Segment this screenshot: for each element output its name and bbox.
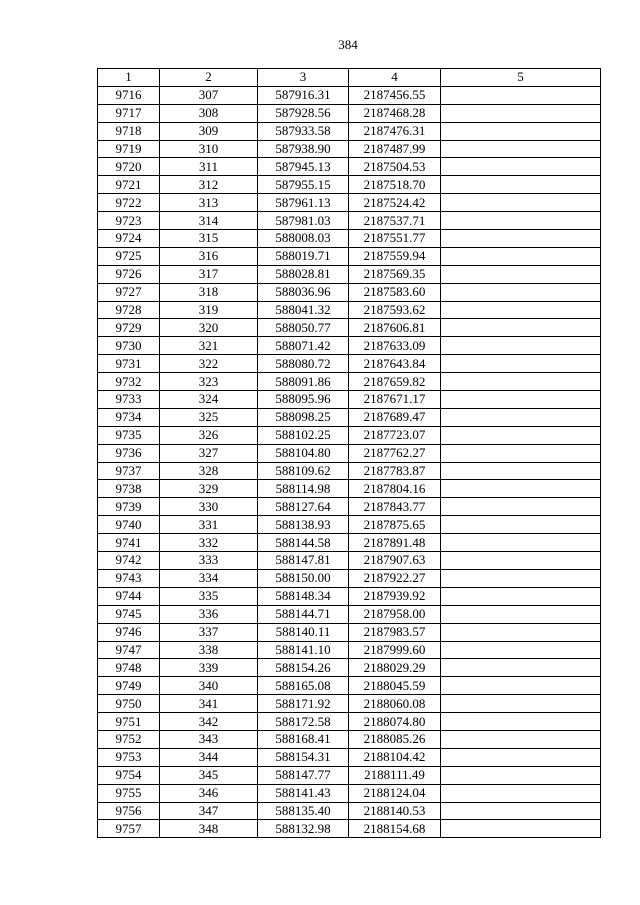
table-cell-col-4: 2187671.17	[349, 391, 441, 409]
table-cell-col-2: 316	[160, 247, 258, 265]
table-cell-col-4: 2188124.04	[349, 784, 441, 802]
table-cell-col-4: 2187569.35	[349, 265, 441, 283]
table-cell-col-5	[441, 695, 601, 713]
table-cell-col-5	[441, 247, 601, 265]
table-cell-col-1: 9740	[98, 516, 160, 534]
table-cell-col-4: 2187958.00	[349, 605, 441, 623]
table-cell-col-4: 2187468.28	[349, 104, 441, 122]
table-cell-col-4: 2187456.55	[349, 86, 441, 104]
table-cell-col-1: 9746	[98, 623, 160, 641]
table-row	[98, 534, 601, 552]
table-cell-col-1: 9753	[98, 748, 160, 766]
table-cell-col-2: 321	[160, 337, 258, 355]
table-cell-col-2: 326	[160, 426, 258, 444]
table-cell-col-4: 2187551.77	[349, 230, 441, 248]
table-cell-col-3: 588132.98	[258, 820, 349, 838]
table-cell-col-5	[441, 444, 601, 462]
column-header-3: 3	[258, 69, 349, 87]
table-cell-col-5	[441, 516, 601, 534]
table-cell-col-1: 9718	[98, 122, 160, 140]
table-row	[98, 158, 601, 176]
table-row	[98, 784, 601, 802]
table-cell-col-1: 9737	[98, 462, 160, 480]
table-cell-col-4: 2188085.26	[349, 730, 441, 748]
table-cell-col-4: 2188029.29	[349, 659, 441, 677]
table-cell-col-4: 2187504.53	[349, 158, 441, 176]
table-cell-col-5	[441, 552, 601, 570]
table-cell-col-4: 2188045.59	[349, 677, 441, 695]
table-cell-col-2: 335	[160, 587, 258, 605]
table-row	[98, 659, 601, 677]
table-row	[98, 122, 601, 140]
table-cell-col-3: 588138.93	[258, 516, 349, 534]
table-row	[98, 641, 601, 659]
table-row	[98, 552, 601, 570]
table-cell-col-3: 588135.40	[258, 802, 349, 820]
table-row	[98, 480, 601, 498]
table-cell-col-2: 336	[160, 605, 258, 623]
table-cell-col-3: 588165.08	[258, 677, 349, 695]
table-cell-col-5	[441, 176, 601, 194]
table-cell-col-2: 307	[160, 86, 258, 104]
table-cell-col-4: 2188111.49	[349, 766, 441, 784]
table-cell-col-1: 9732	[98, 373, 160, 391]
table-cell-col-2: 330	[160, 498, 258, 516]
table-cell-col-5	[441, 194, 601, 212]
table-cell-col-1: 9729	[98, 319, 160, 337]
table-cell-col-1: 9727	[98, 283, 160, 301]
table-row	[98, 140, 601, 158]
table-cell-col-1: 9725	[98, 247, 160, 265]
table-cell-col-5	[441, 641, 601, 659]
table-cell-col-3: 587916.31	[258, 86, 349, 104]
table-row	[98, 212, 601, 230]
table-row	[98, 462, 601, 480]
table-row	[98, 86, 601, 104]
table-body	[98, 86, 601, 837]
table-row	[98, 820, 601, 838]
table-row	[98, 426, 601, 444]
table-cell-col-1: 9722	[98, 194, 160, 212]
table-row	[98, 337, 601, 355]
table-cell-col-3: 588028.81	[258, 265, 349, 283]
table-cell-col-1: 9731	[98, 355, 160, 373]
table-cell-col-1: 9754	[98, 766, 160, 784]
table-cell-col-1: 9747	[98, 641, 160, 659]
table-cell-col-5	[441, 659, 601, 677]
table-cell-col-4: 2187524.42	[349, 194, 441, 212]
table-row	[98, 373, 601, 391]
table-cell-col-4: 2187999.60	[349, 641, 441, 659]
table-cell-col-5	[441, 408, 601, 426]
table-cell-col-4: 2187476.31	[349, 122, 441, 140]
table-cell-col-5	[441, 319, 601, 337]
table-cell-col-2: 313	[160, 194, 258, 212]
table-cell-col-2: 343	[160, 730, 258, 748]
table-cell-col-4: 2187593.62	[349, 301, 441, 319]
table-cell-col-3: 588109.62	[258, 462, 349, 480]
table-cell-col-2: 337	[160, 623, 258, 641]
table-cell-col-3: 587928.56	[258, 104, 349, 122]
table-cell-col-5	[441, 86, 601, 104]
table-cell-col-1: 9730	[98, 337, 160, 355]
table-row	[98, 301, 601, 319]
table-cell-col-3: 588171.92	[258, 695, 349, 713]
table-cell-col-5	[441, 713, 601, 731]
table-cell-col-4: 2187907.63	[349, 552, 441, 570]
table-cell-col-5	[441, 677, 601, 695]
table-row	[98, 444, 601, 462]
table-cell-col-5	[441, 802, 601, 820]
table-cell-col-3: 588172.58	[258, 713, 349, 731]
table-cell-col-1: 9724	[98, 230, 160, 248]
table-cell-col-5	[441, 820, 601, 838]
table-cell-col-3: 588147.81	[258, 552, 349, 570]
table-cell-col-4: 2187783.87	[349, 462, 441, 480]
table-cell-col-1: 9742	[98, 552, 160, 570]
table-cell-col-1: 9717	[98, 104, 160, 122]
table-cell-col-4: 2187762.27	[349, 444, 441, 462]
table-cell-col-3: 588148.34	[258, 587, 349, 605]
table-cell-col-2: 346	[160, 784, 258, 802]
table-cell-col-2: 342	[160, 713, 258, 731]
column-header-2: 2	[160, 69, 258, 87]
table-cell-col-5	[441, 230, 601, 248]
table-cell-col-5	[441, 122, 601, 140]
table-cell-col-2: 325	[160, 408, 258, 426]
table-cell-col-1: 9716	[98, 86, 160, 104]
table-cell-col-3: 588102.25	[258, 426, 349, 444]
table-cell-col-1: 9743	[98, 569, 160, 587]
table-cell-col-4: 2187537.71	[349, 212, 441, 230]
table-cell-col-1: 9744	[98, 587, 160, 605]
table-cell-col-5	[441, 623, 601, 641]
table-cell-col-5	[441, 337, 601, 355]
table-cell-col-4: 2187983.57	[349, 623, 441, 641]
table-row	[98, 498, 601, 516]
table-row	[98, 283, 601, 301]
table-cell-col-3: 588154.26	[258, 659, 349, 677]
table-cell-col-2: 333	[160, 552, 258, 570]
table-cell-col-2: 309	[160, 122, 258, 140]
table-row	[98, 695, 601, 713]
table-cell-col-4: 2187689.47	[349, 408, 441, 426]
table-cell-col-5	[441, 265, 601, 283]
table-cell-col-2: 338	[160, 641, 258, 659]
table-cell-col-5	[441, 730, 601, 748]
table-cell-col-2: 319	[160, 301, 258, 319]
table-cell-col-5	[441, 391, 601, 409]
table-cell-col-3: 588127.64	[258, 498, 349, 516]
table-cell-col-3: 588168.41	[258, 730, 349, 748]
table-cell-col-2: 308	[160, 104, 258, 122]
table-cell-col-1: 9757	[98, 820, 160, 838]
table-cell-col-2: 328	[160, 462, 258, 480]
header-row	[98, 69, 601, 87]
table-cell-col-4: 2187643.84	[349, 355, 441, 373]
table-row	[98, 516, 601, 534]
table-cell-col-3: 588019.71	[258, 247, 349, 265]
table-cell-col-2: 344	[160, 748, 258, 766]
table-cell-col-5	[441, 283, 601, 301]
table-cell-col-3: 588098.25	[258, 408, 349, 426]
table-cell-col-4: 2187606.81	[349, 319, 441, 337]
table-cell-col-2: 323	[160, 373, 258, 391]
table-cell-col-3: 588144.58	[258, 534, 349, 552]
table-cell-col-5	[441, 104, 601, 122]
table-cell-col-1: 9723	[98, 212, 160, 230]
table-cell-col-1: 9739	[98, 498, 160, 516]
table-cell-col-5	[441, 605, 601, 623]
table-cell-col-1: 9726	[98, 265, 160, 283]
table-cell-col-2: 310	[160, 140, 258, 158]
table-cell-col-3: 588147.77	[258, 766, 349, 784]
table-cell-col-4: 2188060.08	[349, 695, 441, 713]
table-cell-col-5	[441, 766, 601, 784]
table-cell-col-5	[441, 569, 601, 587]
table-cell-col-5	[441, 158, 601, 176]
column-header-5: 5	[441, 69, 601, 87]
table-cell-col-5	[441, 480, 601, 498]
table-row	[98, 605, 601, 623]
table-cell-col-3: 588080.72	[258, 355, 349, 373]
table-cell-col-3: 588095.96	[258, 391, 349, 409]
table-row	[98, 355, 601, 373]
page-number: 384	[338, 37, 358, 52]
table-cell-col-2: 331	[160, 516, 258, 534]
table-cell-col-1: 9751	[98, 713, 160, 731]
table-cell-col-4: 2187843.77	[349, 498, 441, 516]
table-row	[98, 194, 601, 212]
table-row	[98, 408, 601, 426]
table-cell-col-3: 588036.96	[258, 283, 349, 301]
table-cell-col-1: 9719	[98, 140, 160, 158]
table-cell-col-2: 340	[160, 677, 258, 695]
table-row	[98, 247, 601, 265]
table-cell-col-1: 9721	[98, 176, 160, 194]
table-cell-col-3: 588104.80	[258, 444, 349, 462]
table-cell-col-2: 314	[160, 212, 258, 230]
table-cell-col-5	[441, 140, 601, 158]
table-row	[98, 713, 601, 731]
table-cell-col-4: 2188074.80	[349, 713, 441, 731]
table-cell-col-1: 9738	[98, 480, 160, 498]
table-cell-col-3: 587938.90	[258, 140, 349, 158]
table-row	[98, 766, 601, 784]
table-cell-col-2: 315	[160, 230, 258, 248]
table-cell-col-4: 2187723.07	[349, 426, 441, 444]
table-cell-col-4: 2187875.65	[349, 516, 441, 534]
table-row	[98, 391, 601, 409]
table-cell-col-2: 339	[160, 659, 258, 677]
table-cell-col-2: 312	[160, 176, 258, 194]
table-cell-col-4: 2188140.53	[349, 802, 441, 820]
table-cell-col-4: 2187487.99	[349, 140, 441, 158]
table-row	[98, 265, 601, 283]
table-cell-col-1: 9752	[98, 730, 160, 748]
table-cell-col-2: 317	[160, 265, 258, 283]
table-cell-col-3: 588041.32	[258, 301, 349, 319]
table-cell-col-3: 588144.71	[258, 605, 349, 623]
table-cell-col-5	[441, 426, 601, 444]
table-cell-col-3: 588114.98	[258, 480, 349, 498]
table-cell-col-5	[441, 212, 601, 230]
table-cell-col-3: 587933.58	[258, 122, 349, 140]
table-cell-col-5	[441, 534, 601, 552]
table-cell-col-2: 318	[160, 283, 258, 301]
table-row	[98, 230, 601, 248]
table-cell-col-2: 311	[160, 158, 258, 176]
table-cell-col-2: 327	[160, 444, 258, 462]
table-cell-col-2: 322	[160, 355, 258, 373]
table-cell-col-1: 9749	[98, 677, 160, 695]
table-cell-col-3: 588141.43	[258, 784, 349, 802]
table-cell-col-4: 2187804.16	[349, 480, 441, 498]
table-cell-col-2: 329	[160, 480, 258, 498]
table-cell-col-3: 587955.15	[258, 176, 349, 194]
table-cell-col-4: 2187559.94	[349, 247, 441, 265]
table-row	[98, 587, 601, 605]
table-cell-col-1: 9728	[98, 301, 160, 319]
table-row	[98, 176, 601, 194]
table-cell-col-1: 9735	[98, 426, 160, 444]
table-row	[98, 104, 601, 122]
table-cell-col-5	[441, 587, 601, 605]
table-cell-col-2: 334	[160, 569, 258, 587]
table-cell-col-3: 588150.00	[258, 569, 349, 587]
table-row	[98, 319, 601, 337]
table-cell-col-4: 2187922.27	[349, 569, 441, 587]
table-cell-col-3: 588091.86	[258, 373, 349, 391]
table-cell-col-3: 588141.10	[258, 641, 349, 659]
table-row	[98, 730, 601, 748]
table-cell-col-4: 2187891.48	[349, 534, 441, 552]
table-cell-col-4: 2187518.70	[349, 176, 441, 194]
table-cell-col-4: 2188154.68	[349, 820, 441, 838]
table-row	[98, 569, 601, 587]
table-cell-col-4: 2187659.82	[349, 373, 441, 391]
table-cell-col-1: 9733	[98, 391, 160, 409]
table-cell-col-3: 587945.13	[258, 158, 349, 176]
table-cell-col-1: 9745	[98, 605, 160, 623]
table-cell-col-5	[441, 301, 601, 319]
table-cell-col-5	[441, 748, 601, 766]
table-cell-col-1: 9750	[98, 695, 160, 713]
table-cell-col-2: 341	[160, 695, 258, 713]
table-cell-col-1: 9748	[98, 659, 160, 677]
table-cell-col-5	[441, 498, 601, 516]
table-cell-col-3: 588008.03	[258, 230, 349, 248]
table-cell-col-5	[441, 462, 601, 480]
table-row	[98, 623, 601, 641]
table-cell-col-4: 2187583.60	[349, 283, 441, 301]
table-cell-col-5	[441, 355, 601, 373]
table-cell-col-4: 2187939.92	[349, 587, 441, 605]
table-cell-col-5	[441, 373, 601, 391]
table-cell-col-2: 332	[160, 534, 258, 552]
table-cell-col-3: 587961.13	[258, 194, 349, 212]
table-cell-col-2: 345	[160, 766, 258, 784]
table-cell-col-3: 587981.03	[258, 212, 349, 230]
coordinates-table	[97, 68, 601, 838]
table-cell-col-3: 588154.31	[258, 748, 349, 766]
table-cell-col-2: 348	[160, 820, 258, 838]
table-header	[98, 69, 601, 87]
table-cell-col-1: 9736	[98, 444, 160, 462]
table-cell-col-2: 347	[160, 802, 258, 820]
table-cell-col-4: 2188104.42	[349, 748, 441, 766]
table-cell-col-1: 9756	[98, 802, 160, 820]
table-cell-col-1: 9720	[98, 158, 160, 176]
table-cell-col-3: 588071.42	[258, 337, 349, 355]
table-cell-col-2: 320	[160, 319, 258, 337]
table-cell-col-1: 9741	[98, 534, 160, 552]
table-row	[98, 802, 601, 820]
column-header-1: 1	[98, 69, 160, 87]
table-cell-col-2: 324	[160, 391, 258, 409]
table-cell-col-1: 9755	[98, 784, 160, 802]
table-row	[98, 677, 601, 695]
table-cell-col-1: 9734	[98, 408, 160, 426]
table-cell-col-3: 588050.77	[258, 319, 349, 337]
table-cell-col-4: 2187633.09	[349, 337, 441, 355]
column-header-4: 4	[349, 69, 441, 87]
table-cell-col-3: 588140.11	[258, 623, 349, 641]
table-row	[98, 748, 601, 766]
table-cell-col-5	[441, 784, 601, 802]
